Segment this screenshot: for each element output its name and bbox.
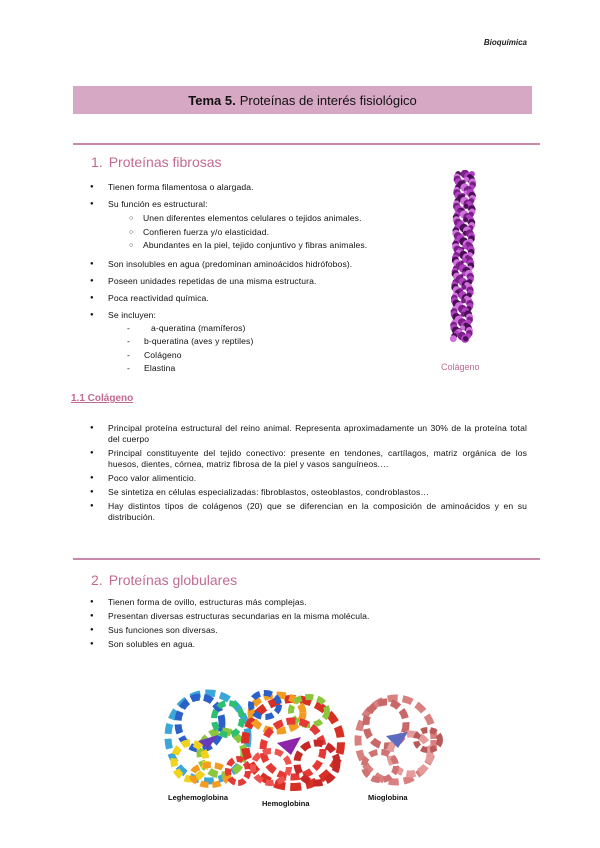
running-header: Bioquímica	[483, 38, 527, 47]
protein-label: Hemoglobina	[262, 799, 310, 808]
protein-label: Mioglobina	[368, 793, 408, 802]
section-title: Proteínas globulares	[108, 572, 238, 588]
protein-label: Leghemoglobina	[168, 793, 228, 802]
hemoglobin-image	[237, 683, 349, 795]
list-item-text: Se incluyen:	[108, 309, 157, 320]
list-item-text: Son insolubles en agua (predominan aminoácidos hidrófobos).	[108, 258, 353, 269]
section-number: 1.	[91, 154, 103, 170]
title-bar	[73, 86, 532, 114]
divider	[73, 143, 540, 145]
divider	[73, 558, 540, 560]
sub-list-item: - Elastina	[108, 362, 430, 376]
title-number: Tema 5.	[188, 92, 236, 108]
section-title: Proteínas fibrosas	[108, 154, 222, 170]
collagen-list	[90, 423, 527, 523]
fibrous-list	[90, 182, 430, 376]
page-title: Proteínas de interés fisiológico	[239, 92, 417, 108]
list-item: ● Poco valor alimenticio.	[90, 473, 527, 484]
subsection-title: 1.1 Colágeno	[71, 393, 134, 404]
sub-list-item	[108, 322, 430, 336]
section-heading	[91, 572, 237, 588]
sub-list-item: ○ Abundantes en la piel, tejido conjuntivo y fibras animales.	[108, 239, 430, 253]
list-item	[90, 259, 430, 270]
sub-list-item: - Colágeno	[108, 349, 430, 363]
list-item: ● Se sintetiza en células especializadas: fibroblastos, osteoblastos, condroblastos…	[90, 487, 527, 498]
list-item	[90, 276, 430, 287]
list-item	[90, 310, 430, 376]
sub-list-item: ○ Confieren fuerza y/o elasticidad.	[108, 226, 430, 240]
section-number: 2.	[91, 572, 103, 588]
list-item	[90, 293, 430, 304]
collagen-image	[440, 170, 490, 345]
list-item-text: Poseen unidades repetidas de una misma estructura.	[108, 275, 317, 286]
globular-list	[90, 597, 520, 650]
image-caption: Colágeno	[441, 362, 480, 372]
list-item: ● Sus funciones son diversas.	[90, 625, 520, 636]
list-item: ● Principal constituyente del tejido conectivo: presente en tendones, cartílagos, matriz orgánica de los huesos, dientes, córnea, matriz fibrosa de la piel y vasos sanguíneos.…	[90, 448, 527, 470]
myoglobin-image	[350, 688, 445, 788]
sub-list-item: - b-queratina (aves y reptiles)	[108, 335, 430, 349]
list-item-text: Poca reactividad química.	[108, 292, 209, 303]
list-item: ● Principal proteína estructural del reino animal. Representa aproximadamente un 30% de la proteína total del cuerpo	[90, 423, 527, 445]
section-heading	[91, 154, 222, 170]
sub-list-item: ○ Unen diferentes elementos celulares o tejidos animales.	[108, 212, 430, 226]
list-item-text: Tienen forma filamentosa o alargada.	[108, 182, 254, 192]
list-item	[90, 199, 430, 253]
sub-list-item-text: a-queratina (mamíferos)	[151, 322, 246, 333]
list-item: ● Presentan diversas estructuras secundarias en la misma molécula.	[90, 611, 520, 622]
list-item	[90, 182, 430, 193]
list-item: ● Son solubles en agua.	[90, 639, 520, 650]
list-item-text: Su función es estructural:	[108, 199, 208, 209]
list-item: ● Hay distintos tipos de colágenos (20) que se diferencian en la composición de aminoácidos y en su distribución.	[90, 501, 527, 523]
list-item: ● Tienen forma de ovillo, estructuras más complejas.	[90, 597, 520, 608]
